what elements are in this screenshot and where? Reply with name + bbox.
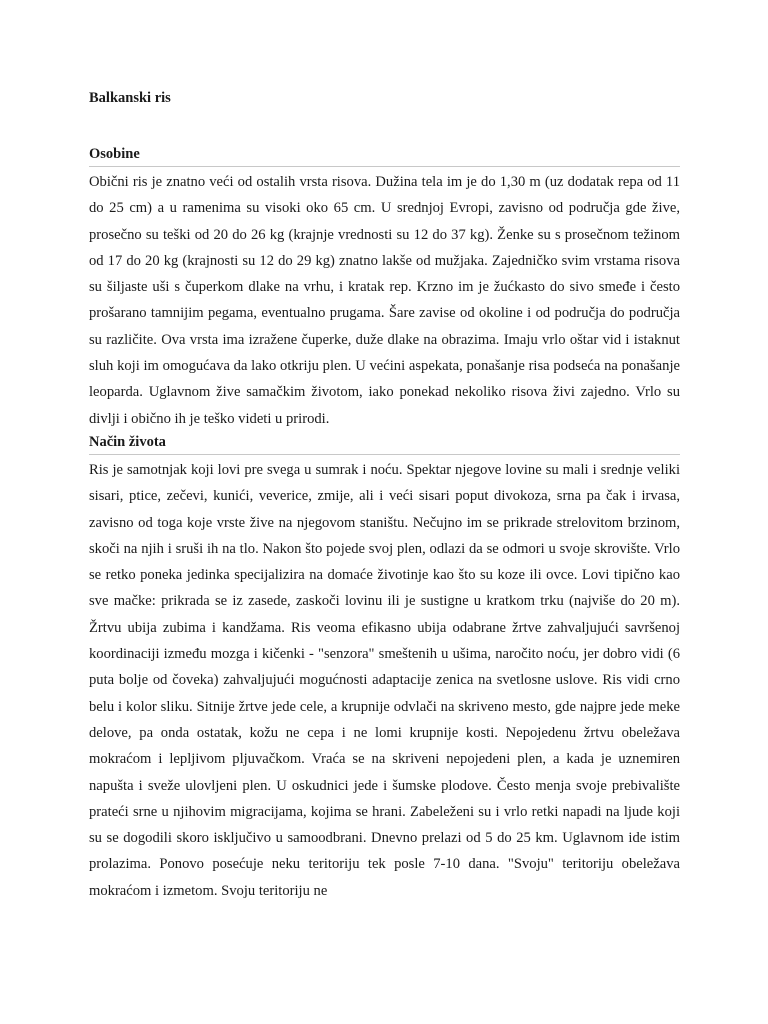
document-title: Balkanski ris: [89, 90, 171, 106]
section-heading-osobine: Osobine: [89, 144, 680, 167]
document-page: [89, 88, 680, 904]
section-paragraph-nacin-zivota: Ris je samotnjak koji lovi pre svega u sumrak i noću. Spektar njegove lovine su mali i srednje veliki sisari, ptice, zečevi, kunići, veverice, zmije, ali i veći sisari poput divokoza, srna pa čak i irvasa, zavisno od toga koje vrste žive na njegovom staništu. Nečujno im se prikrade strelovitom brzinom, skoči na njih i sruši ih na tlo. Nakon što pojede svoj plen, odlazi da se odmori u svoje skrovište. Vrlo se retko poneka jedinka specijalizira na domaće životinje kao što su koze ili ovce. Lovi tipično kao sve mačke: prikrada se iz zasede, zaskoči lovinu ili je sustigne u kratkom trku (najviše do 20 m). Žrtvu ubija zubima i kandžama. Ris veoma efikasno ubija odabrane žrtve zahvaljujući savršenoj koordinaciji između mozga i kičenki - "senzora" smeštenih u ušima, naročito noću, jer dobro vidi (6 puta bolje od čoveka) zahvaljujući mogućnosti adaptacije zenica na svetlosne uslove. Ris vidi crno belu i kolor sliku. Sitnije žrtve jede cele, a krupnije odvlači na skriveno mesto, gde najpre jede meke delove, pa onda ostatak, kožu ne cepa i ne lomi krupnije kosti. Nepojedenu žrtvu obeležava mokraćom i lepljivom pljuvačkom. Vraća se na skriveni nepojedeni plen, a kada je uznemiren napušta i sveže ulovljeni plen. U oskudnici jede i šumske plodove. Često menja svoje prebivalište prateći srne u njihovim migracijama, kojima se hrani. Zabeleženi su i vrlo retki napadi na ljude koji su se dogodili skoro isključivo u samoodbrani. Dnevno prelazi od 5 do 25 km. Uglavnom ide istim prolazima. Ponovo posećuje neku teritoriju tek posle 7-10 dana. "Svoju" teritoriju obeležava mokraćom i izmetom. Svoju teritoriju ne: [89, 461, 680, 899]
section-paragraph-osobine: Obični ris je znatno veći od ostalih vrsta risova. Dužina tela im je do 1,30 m (uz dodatak repa od 11 do 25 cm) a u ramenima su visoki oko 65 cm. U srednjoj Evropi, zavisno od područja gde žive, prosečno su teški od 20 do 26 kg (krajnje vrednosti su 12 do 37 kg). Ženke su s prosečnom težinom od 17 do 20 kg (krajnosti su 12 do 29 kg) znatno lakše od mužjaka. Zajedničko svim vrstama risova su šiljaste uši s čuperkom dlake na vrhu, i kratak rep. Krzno im je žućkasto do sivo smeđe i često prošarano tamnijim pegama, eventualno prugama. Šare zavise od okoline i od područja do područja su različite. Ova vrsta ima izražene čuperke, duže dlake na obrazima. Imaju vrlo oštar vid i istaknut sluh koji im omogućava da lako otkriju plen. U većini aspekata, ponašanje risa podseća na ponašanje leoparda. Uglavnom žive samačkim životom, iako ponekad nekoliko risova živi zajedno. Vrlo su divlji i obično ih je teško videti u prirodi.: [89, 174, 680, 427]
section-heading-nacin-zivota: Način života: [89, 432, 680, 455]
